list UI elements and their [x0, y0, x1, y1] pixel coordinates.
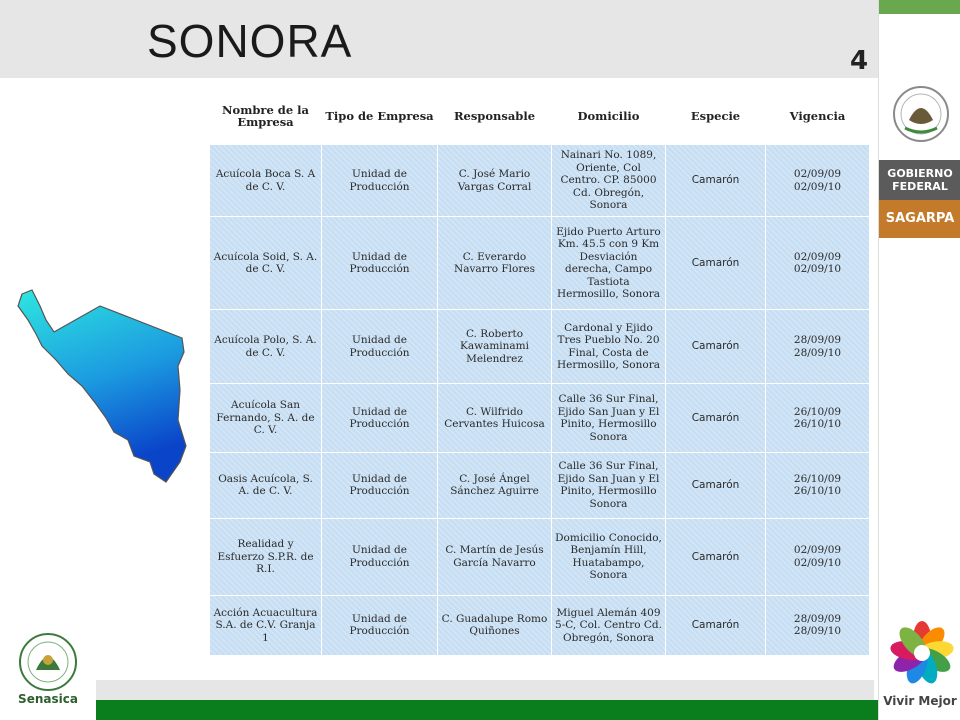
table	[210, 90, 870, 656]
cell-vigencia: 28/09/09 28/09/10	[766, 310, 870, 384]
cell-especie: Camarón	[666, 519, 766, 595]
cell-vigencia: 02/09/09 02/09/10	[766, 519, 870, 595]
cell-especie: Camarón	[666, 310, 766, 384]
cell-tipo: Unidad de Producción	[322, 145, 438, 217]
cell-responsable: C. Martín de Jesús García Navarro	[438, 519, 552, 595]
cell-nombre: Acuícola San Fernando, S. A. de C. V.	[210, 384, 322, 452]
column-header: Nombre de la Empresa	[210, 90, 322, 145]
top-green-strip	[879, 0, 960, 14]
right-logo-panel	[878, 0, 960, 720]
cell-vigencia: 28/09/09 28/09/10	[766, 596, 870, 656]
cell-nombre: Acuícola Boca S. A de C. V.	[210, 145, 322, 217]
cell-domicilio: Domicilio Conocido, Benjamín Hill, Huatabampo, Sonora	[552, 519, 666, 595]
title-bar	[0, 0, 878, 78]
column-header: Domicilio	[552, 90, 666, 145]
cell-nombre: Oasis Acuícola, S. A. de C. V.	[210, 453, 322, 519]
table-row	[210, 217, 870, 310]
cell-domicilio: Cardonal y Ejido Tres Pueblo No. 20 Final, Costa de Hermosillo, Sonora	[552, 310, 666, 384]
cell-tipo: Unidad de Producción	[322, 310, 438, 384]
gobierno-federal-logo	[879, 160, 960, 200]
gobierno-text: GOBIERNO	[887, 167, 953, 180]
sonora-map-icon	[10, 286, 190, 486]
cell-nombre: Acción Acuacultura S.A. de C.V. Granja 1	[210, 596, 322, 656]
cell-domicilio: Ejido Puerto Arturo Km. 45.5 con 9 Km Desviación derecha, Campo Tastiota Hermosillo, Sonora	[552, 217, 666, 310]
cell-especie: Camarón	[666, 217, 766, 310]
column-header: Tipo de Empresa	[322, 90, 438, 145]
cell-responsable: C. José Ángel Sánchez Aguirre	[438, 453, 552, 519]
cell-vigencia: 02/09/09 02/09/10	[766, 145, 870, 217]
cell-responsable: C. Wilfrido Cervantes Huicosa	[438, 384, 552, 452]
table-row	[210, 310, 870, 384]
cell-especie: Camarón	[666, 384, 766, 452]
page-title: SONORA	[147, 15, 353, 67]
vivir-mejor-flower-icon	[889, 620, 955, 686]
table-row	[210, 145, 870, 217]
cell-domicilio: Nainari No. 1089, Oriente, Col Centro. CP. 85000 Cd. Obregón, Sonora	[552, 145, 666, 217]
cell-domicilio: Calle 36 Sur Final, Ejido San Juan y El Pinito, Hermosillo Sonora	[552, 453, 666, 519]
cell-especie: Camarón	[666, 596, 766, 656]
table-header-row	[210, 90, 870, 145]
cell-nombre: Acuícola Soid, S. A. de C. V.	[210, 217, 322, 310]
federal-text: FEDERAL	[892, 180, 948, 193]
sagarpa-logo: SAGARPA	[879, 200, 960, 238]
companies-table	[210, 90, 870, 656]
cell-tipo: Unidad de Producción	[322, 453, 438, 519]
cell-tipo: Unidad de Producción	[322, 384, 438, 452]
cell-responsable: C. Everardo Navarro Flores	[438, 217, 552, 310]
footer-gray-bar	[96, 680, 874, 700]
mexico-coat-of-arms-icon	[891, 76, 951, 152]
cell-especie: Camarón	[666, 453, 766, 519]
senasica-seal-icon	[8, 630, 88, 720]
cell-nombre: Realidad y Esfuerzo S.P.R. de R.I.	[210, 519, 322, 595]
cell-responsable: C. Guadalupe Romo Quiñones	[438, 596, 552, 656]
cell-responsable: C. José Mario Vargas Corral	[438, 145, 552, 217]
cell-vigencia: 26/10/09 26/10/10	[766, 453, 870, 519]
cell-vigencia: 02/09/09 02/09/10	[766, 217, 870, 310]
table-row	[210, 453, 870, 519]
table-row	[210, 519, 870, 595]
cell-vigencia: 26/10/09 26/10/10	[766, 384, 870, 452]
cell-tipo: Unidad de Producción	[322, 217, 438, 310]
column-header: Responsable	[438, 90, 552, 145]
vivir-mejor-text: Vivir Mejor	[883, 694, 957, 708]
cell-tipo: Unidad de Producción	[322, 519, 438, 595]
column-header: Vigencia	[766, 90, 870, 145]
senasica-text: Senasica	[18, 692, 78, 706]
footer-green-bar	[96, 700, 878, 720]
page-number: 4	[850, 46, 869, 76]
cell-nombre: Acuícola Polo, S. A. de C. V.	[210, 310, 322, 384]
cell-tipo: Unidad de Producción	[322, 596, 438, 656]
table-row	[210, 384, 870, 452]
cell-especie: Camarón	[666, 145, 766, 217]
cell-domicilio: Miguel Alemán 409 5-C, Col. Centro Cd. Obregón, Sonora	[552, 596, 666, 656]
cell-responsable: C. Roberto Kawaminami Melendrez	[438, 310, 552, 384]
cell-domicilio: Calle 36 Sur Final, Ejido San Juan y El Pinito, Hermosillo Sonora	[552, 384, 666, 452]
column-header: Especie	[666, 90, 766, 145]
table-row	[210, 596, 870, 656]
